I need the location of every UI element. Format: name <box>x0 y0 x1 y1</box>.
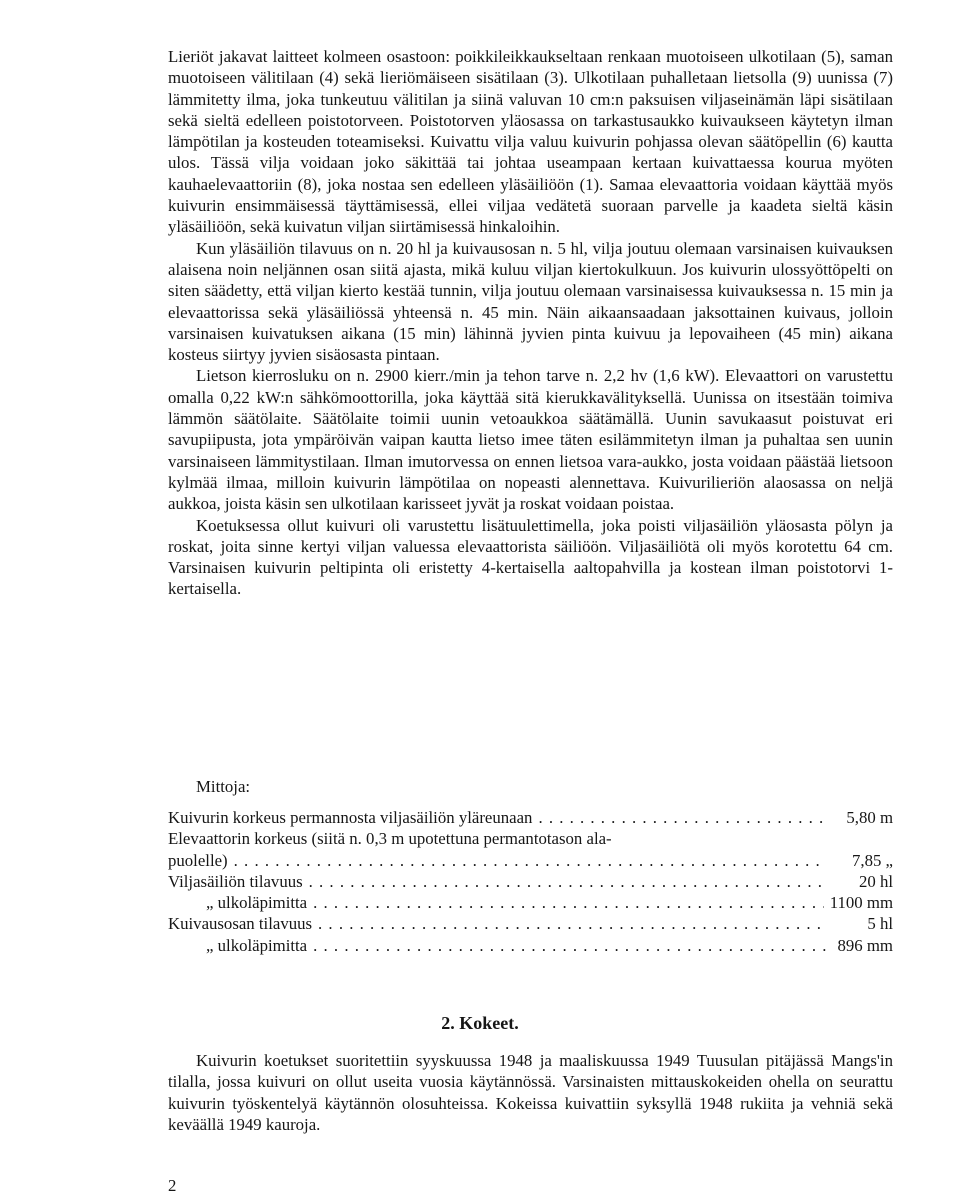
leader-dots <box>234 850 827 871</box>
leader-dots <box>318 913 827 934</box>
dimension-label: Kuivausosan tilavuus <box>168 914 313 934</box>
dimension-label: puolelle) <box>168 850 228 870</box>
dimension-row <box>168 892 893 913</box>
dimension-row <box>168 871 893 892</box>
page-number: 2 <box>168 1176 177 1195</box>
dimension-label: Viljasäiliön tilavuus <box>168 871 303 891</box>
leader-dots <box>313 935 827 956</box>
body-text-top <box>168 46 893 600</box>
paragraph-koetukset: Kuivurin koetukset suoritettiin syyskuussa 1948 ja maaliskuussa 1949 Tuusulan pitäjässä Mangs'in tilalla, jossa kuivuri on ollut useita vuosia käytännössä. Varsinaisten mittauskokeiden ohella on seurattu kuivurin työskentelyä käytännön olosuhteissa. Kokeissa kuivattiin syksyllä 1948 rukiita ja vehniä sekä keväällä 1949 kauroja. <box>168 1051 893 1134</box>
dimension-value: 5 hl <box>867 914 893 934</box>
leader-dots <box>313 892 824 913</box>
dimension-label: „ ulkoläpimitta <box>206 935 308 955</box>
dimension-label: „ ulkoläpimitta <box>206 893 308 913</box>
dimension-row <box>168 807 893 828</box>
paragraph-ylasailio: Kun yläsäiliön tilavuus on n. 20 hl ja kuivausosan n. 5 hl, vilja joutuu olemaan varsinaisen kuivauksen alaisena noin neljännen osan siitä ajasta, mikä kuluu viljan kiertokulkuun. Jos kuivurin ulossyöttöpelti on siten säädetty, että viljan kierto kestää tunnin, vilja joutuu olemaan varsinaisessa kuivauksessa n. 15 min ja elevaattorissa sekä yläsäiliössä yhteensä n. 45 min. Näin aikaansaadaan jaksottainen kuivaus, jolloin varsinaisen kuivatuksen aikana (15 min) lähinnä jyvien pinta kuivuu ja lepovaiheen (45 min) aikana kosteus siirtyy jyvien sisäosasta pintaan. <box>168 238 893 365</box>
dimension-value: 7,85 „ <box>851 850 893 870</box>
dimension-value: 896 mm <box>837 935 893 955</box>
dimensions-list <box>168 807 893 956</box>
dimension-label: Elevaattorin korkeus (siitä n. 0,3 m upotettuna permantotason ala- <box>168 829 612 849</box>
dimension-row <box>168 828 893 849</box>
paragraph-lieriot: Lieriöt jakavat laitteet kolmeen osastoon: poikkileikkaukseltaan renkaan muotoiseen ulkotilaan (5), saman muotoiseen välitilaan (4) sekä lieriömäiseen sisätilaan (3). Ulkotilaan puhalletaan lietsolla (9) uunissa (7) lämmitetty ilma, joka tunkeutuu välitilan ja siinä valuvan 10 cm:n paksuisen viljaseinämän läpi sisätilaan sekä sieltä edelleen poistotorveen. Poistotorven yläosassa on tarkastusaukko kuivaukseen käytetyn ilman lämpötilan ja kosteuden toteamiseksi. Kuivattu vilja valuu kuivurin pohjassa olevan säätöpellin (6) kautta ulos. Tässä vilja voidaan joko säkittää tai johtaa useampaan kertaan kuivattaessa kourua myöten kauhaelevaattoriin (8), joka nostaa sen edelleen yläsäiliöön (1). Samaa elevaattoria voidaan käyttää myös kuivurin ensimmäisessä täyttämisessä, ellei viljaa vedätetä suoraan parvelle ja kaadeta sieltä käsin yläsäiliöön, sekä kuivatun viljan siirtämisessä hinkaloihin. <box>168 47 893 237</box>
dimension-value: 20 hl <box>858 871 893 891</box>
dimension-row <box>168 913 893 934</box>
paragraph-lietso: Lietson kierrosluku on n. 2900 kierr./min ja tehon tarve n. 2,2 hv (1,6 kW). Elevaattori on varustettu omalla 0,22 kW:n sähkömoottorilla, joka käyttää sitä kierukkavälityksellä. Uunissa on itsestään toimiva lämmön säätölaite. Säätölaite toimii uunin vetoaukkoa säätämällä. Uunin savukaasut poistuvat eri savupiipusta, jota ympäröivän vaipan kautta lietso imee täten esilämmitetyn ilman ja puhaltaa sen uunin varsinaiseen lämmitystilaan. Ilman imutorvessa on ennen lietsoa vara-aukko, josta voidaan päästää lietsoon kylmää ilmaa, milloin kuivurin lämpötilaa on nopeasti alennettava. Kuivurilieriön alaosassa on neljä aukkoa, joista käsin sen ulkotilaan karisseet jyvät ja roskat voidaan poistaa. <box>168 366 893 514</box>
leader-dots <box>538 807 827 828</box>
dimension-row <box>168 850 893 871</box>
dimension-label: Kuivurin korkeus permannosta viljasäiliön yläreunaan <box>168 808 533 827</box>
paragraph-koetus: Koetuksessa ollut kuivuri oli varustettu lisätuulettimella, joka poisti viljasäiliön yläosasta pölyn ja roskat, joita sinne kertyi viljan valuessa elevaattorista säiliöön. Viljasäiliötä oli myös korotettu 64 cm. Varsinaisen kuivurin peltipinta oli eristetty 4-kertaisella aaltopahvilla ja kostean ilman poistotorvi 1-kertaisella. <box>168 515 893 599</box>
dimension-value: 1100 mm <box>829 893 893 913</box>
section-heading: 2. Kokeet. <box>441 1013 519 1033</box>
leader-dots <box>309 871 827 892</box>
dimension-value: 5,80 m <box>846 808 893 827</box>
body-text-bottom <box>168 1050 893 1135</box>
dimensions-heading: Mittoja: <box>196 777 251 796</box>
dimension-row <box>168 935 893 956</box>
